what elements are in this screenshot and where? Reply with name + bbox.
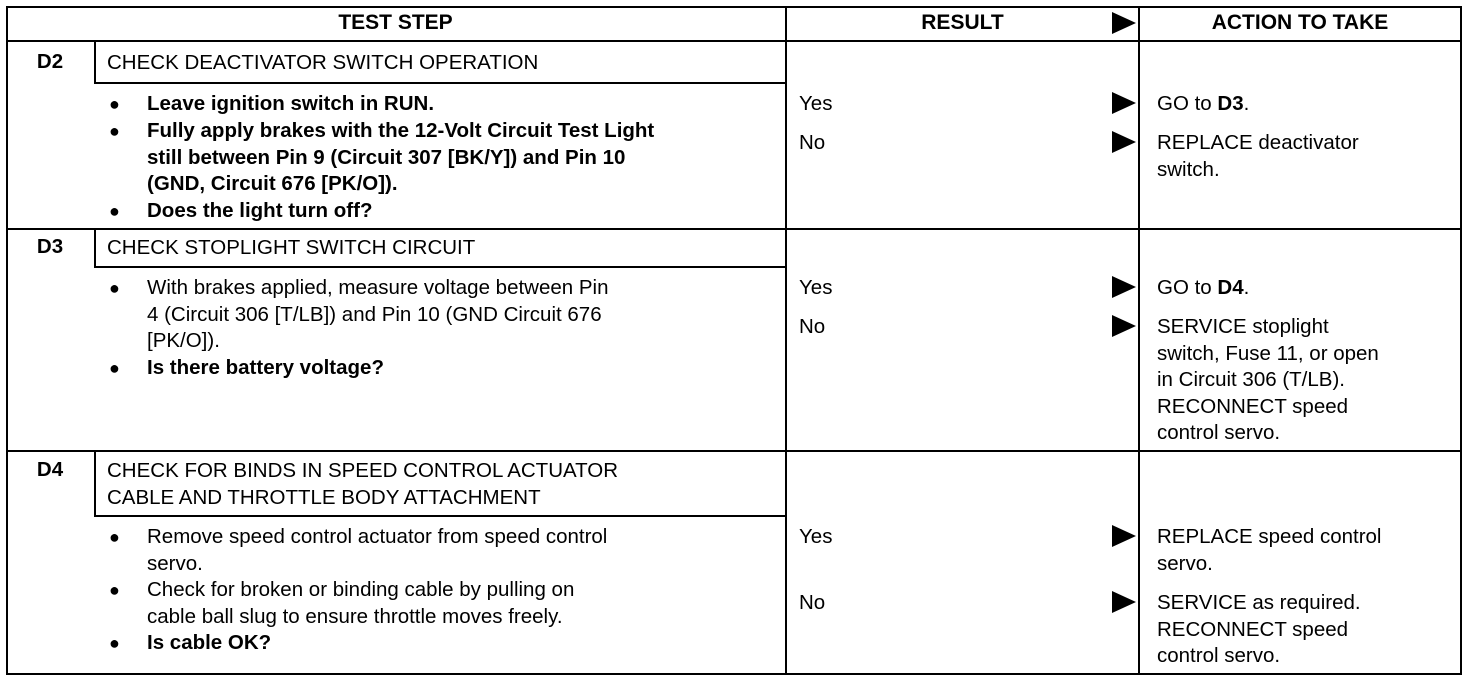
action-line: REPLACE deactivator <box>1157 131 1359 154</box>
action-line: . <box>1243 276 1250 299</box>
action-line: . <box>1243 92 1250 115</box>
result-yes: Yes <box>799 92 833 115</box>
instruction-line: Check for broken or binding cable by pulling on <box>147 578 575 601</box>
step-title-line: CHECK DEACTIVATOR SWITCH OPERATION <box>107 51 539 74</box>
step-title-line: CHECK FOR BINDS IN SPEED CONTROL ACTUATOR <box>107 459 619 482</box>
bullet-icon: ● <box>109 201 120 221</box>
result-yes: Yes <box>799 525 833 548</box>
action-line: control servo. <box>1157 421 1281 444</box>
step-title-line: CABLE AND THROTTLE BODY ATTACHMENT <box>107 485 541 509</box>
arrow-icon <box>1112 92 1136 114</box>
table-border-right <box>1460 6 1462 675</box>
action-text <box>1157 130 1359 183</box>
action-line: control servo. <box>1157 644 1281 667</box>
diagnostic-table <box>6 6 1462 675</box>
action-line: RECONNECT speed <box>1157 617 1349 641</box>
step-title <box>107 235 475 262</box>
step-instruction <box>147 577 574 630</box>
instruction-line: With brakes applied, measure voltage between Pin <box>147 276 609 299</box>
step-instruction <box>147 275 609 355</box>
action-line: GO to <box>1157 276 1218 299</box>
instruction-line: Does the light turn off? <box>147 199 373 222</box>
action-text <box>1157 524 1381 577</box>
action-text <box>1157 275 1249 302</box>
section-divider-d3 <box>6 228 1462 230</box>
section-divider-d4 <box>6 450 1462 452</box>
title-underline-d2 <box>94 82 786 84</box>
action-text <box>1157 314 1379 447</box>
bullet-icon: ● <box>109 580 120 600</box>
action-line: RECONNECT speed <box>1157 394 1349 418</box>
table-border-bottom <box>6 673 1462 675</box>
column-divider-action <box>1138 6 1140 675</box>
action-step-ref: D3 <box>1217 92 1244 115</box>
title-underline-d4 <box>94 515 786 517</box>
result-yes: Yes <box>799 276 833 299</box>
step-instruction <box>147 524 607 577</box>
header-result: RESULT <box>921 11 1004 34</box>
bullet-icon: ● <box>109 358 120 378</box>
action-text <box>1157 590 1361 670</box>
step-title-line: CHECK STOPLIGHT SWITCH CIRCUIT <box>107 236 476 259</box>
id-divider-d3 <box>94 229 96 267</box>
instruction-line: Is cable OK? <box>147 631 272 654</box>
instruction-line: Is there battery voltage? <box>147 356 384 379</box>
instruction-line: [PK/O]). <box>147 329 220 352</box>
instruction-line: Remove speed control actuator from speed control <box>147 525 608 548</box>
id-divider-d2 <box>94 41 96 83</box>
arrow-icon <box>1112 131 1136 153</box>
header-action: ACTION TO TAKE <box>1211 11 1389 34</box>
bullet-icon: ● <box>109 94 120 114</box>
arrow-icon <box>1112 591 1136 613</box>
header-arrow-icon <box>1112 12 1136 34</box>
action-line: SERVICE as required. <box>1157 591 1361 614</box>
action-line: GO to <box>1157 92 1218 115</box>
header-test-step: TEST STEP <box>338 11 453 34</box>
arrow-icon <box>1112 315 1136 337</box>
instruction-line: servo. <box>147 551 203 575</box>
bullet-icon: ● <box>109 121 120 141</box>
action-line: switch, Fuse 11, or open <box>1157 341 1379 365</box>
step-instruction <box>147 118 654 198</box>
title-underline-d3 <box>94 266 786 268</box>
step-instruction <box>147 91 434 118</box>
step-question <box>147 355 384 382</box>
instruction-line: Leave ignition switch in RUN. <box>147 92 435 115</box>
step-id: D2 <box>36 50 64 73</box>
result-no: No <box>799 315 826 338</box>
table-border-left <box>6 6 8 675</box>
bullet-icon: ● <box>109 527 120 547</box>
instruction-line: still between Pin 9 (Circuit 307 [BK/Y]) and Pin 10 <box>147 145 626 169</box>
bullet-icon: ● <box>109 633 120 653</box>
step-question <box>147 198 372 225</box>
instruction-line: Fully apply brakes with the 12-Volt Circuit Test Light <box>147 119 655 142</box>
action-text <box>1157 91 1249 118</box>
arrow-icon <box>1112 525 1136 547</box>
action-line: REPLACE speed control <box>1157 525 1382 548</box>
step-id: D3 <box>36 235 64 258</box>
result-no: No <box>799 131 826 154</box>
action-step-ref: D4 <box>1217 276 1244 299</box>
result-no: No <box>799 591 826 614</box>
step-title <box>107 50 538 77</box>
instruction-line: (GND, Circuit 676 [PK/O]). <box>147 172 398 195</box>
bullet-icon: ● <box>109 278 120 298</box>
arrow-icon <box>1112 276 1136 298</box>
step-title <box>107 458 618 511</box>
action-line: switch. <box>1157 157 1220 181</box>
column-divider-result <box>785 6 787 675</box>
action-line: in Circuit 306 (T/LB). <box>1157 368 1345 391</box>
instruction-line: 4 (Circuit 306 [T/LB]) and Pin 10 (GND Circuit 676 <box>147 302 602 326</box>
header-divider <box>6 40 1462 42</box>
action-line: SERVICE stoplight <box>1157 315 1329 338</box>
action-line: servo. <box>1157 551 1213 575</box>
step-question <box>147 630 271 657</box>
step-id: D4 <box>36 458 64 481</box>
id-divider-d4 <box>94 451 96 516</box>
instruction-line: cable ball slug to ensure throttle moves freely. <box>147 604 563 628</box>
